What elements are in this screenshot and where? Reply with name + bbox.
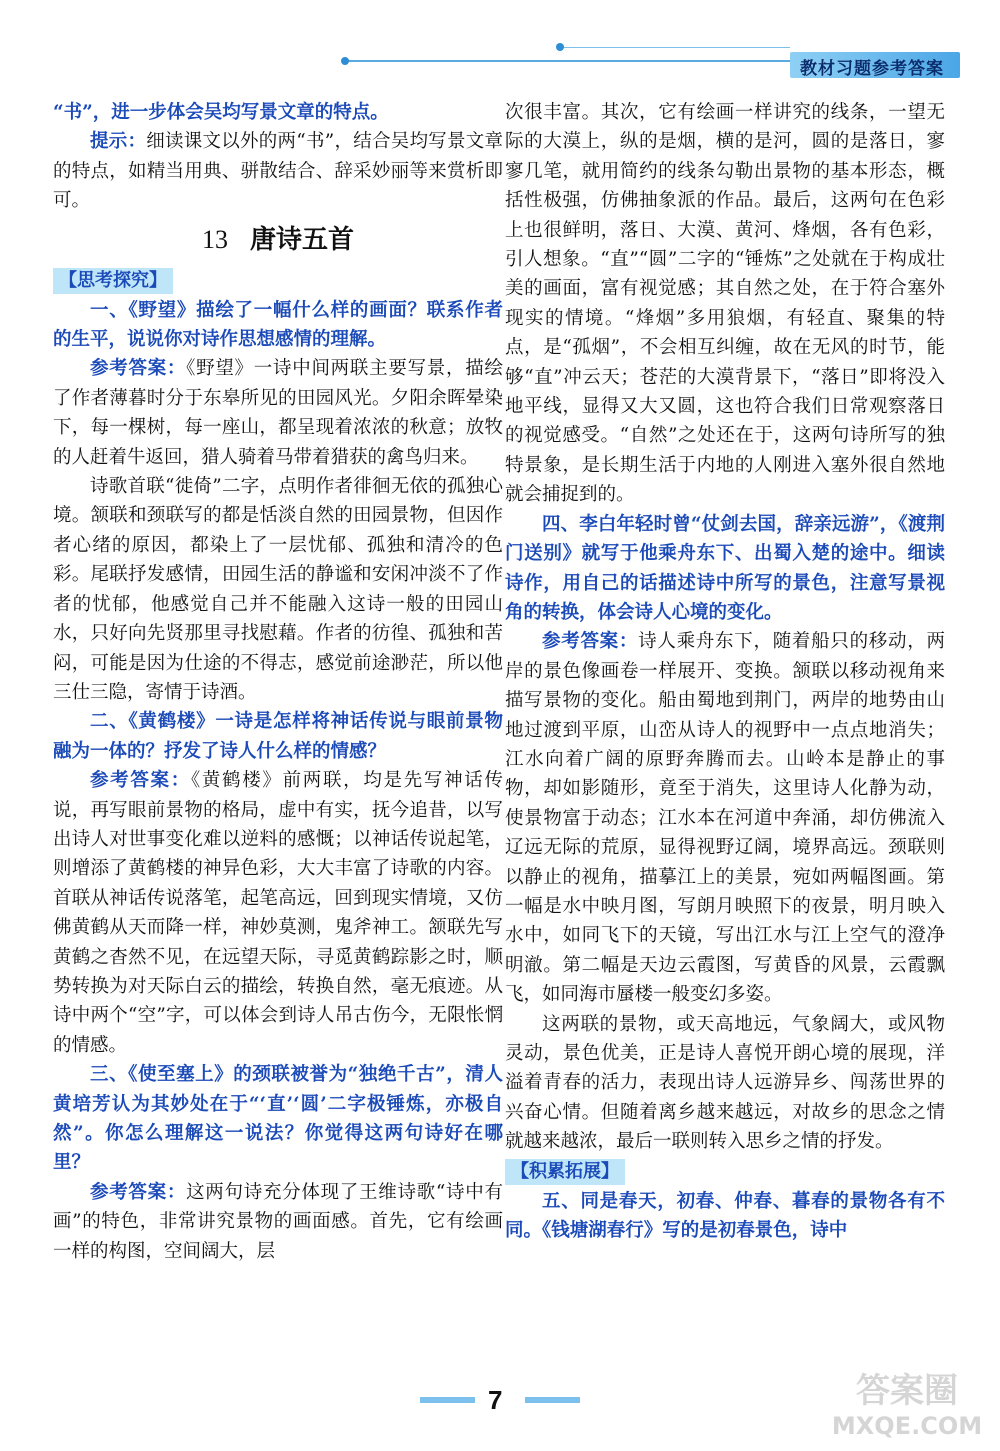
answer-label: 参考答案： [90, 770, 191, 792]
page-number: 7 [488, 1385, 503, 1415]
question: 二、《黄鹤楼》一诗是怎样将神话传说与眼前景物融为一体的？抒发了诗人什么样的情感？ [53, 711, 503, 762]
answer-paragraph [53, 1178, 503, 1266]
answer-text: 诗人乘舟东下，随着船只的移动，两岸的景色像画卷一样展开、变换。颔联以移动视角来描写景物的变化。船由蜀地到荆门，两岸的地势由山地过渡到平原，山峦从诗人的视野中一点点地消失；江水向着广阔的原野奔腾而去。山岭本是静止的事物，却如影随形，竟至于消失，这里诗人化静为动，使景物富于动态；江水本在河道中奔涌，却仿佛流入辽远无际的荒原，显得视野辽阔，境界高远。颈联则以静止的视角，描摹江上的美景，宛如两幅图画。第一幅是水中映月图，写朗月映照下的夜景，明月映入水中，如同飞下的天镜，写出江水与江上空气的澄净明澈。第二幅是天边云霞图，写黄昏的风景，云霞飘飞，如同海市蜃楼一般变幻多姿。 [505, 631, 945, 1006]
answer-text: 《野望》一诗中间两联主要写景，描绘了作者薄暮时分于东皋所见的田园风光。夕阳余晖晕染下，每一棵树，每一座山，都呈现着浓浓的秋意；放牧的人赶着牛返回，猎人骑着马带着猎获的禽鸟归来。 [53, 358, 503, 468]
watermark-url: MXQE.COM [832, 1412, 982, 1440]
answer-paragraph [505, 627, 945, 1009]
answer-paragraph: 诗歌首联“徙倚”二字，点明作者徘徊无依的孤独心境。颔联和颈联写的都是恬淡自然的田园景物，但因作者心绪的原因，都染上了一层忧郁、孤独和清冷的色彩。尾联抒发感情，田园生活的静谧和安闲冲淡不了作者的忧郁，他感觉自己并不能融入这诗一般的田园山水，只好向先贤那里寻找慰藉。作者的彷徨、孤独和苦闷，可能是因为仕途的不得志，感觉前途渺茫，所以他三仕三隐，寄情于诗酒。 [53, 476, 503, 703]
footer-decoration [420, 1397, 475, 1403]
answer-label: 参考答案： [90, 358, 187, 380]
answer-text: 这两句诗充分体现了王维诗歌“诗中有画”的特色，非常讲究景物的画面感。首先，它有绘画一样的构图，空间阔大，层 [53, 1181, 503, 1262]
answer-paragraph: 这两联的景物，或天高地远，气象阔大，或风物灵动，景色优美，正是诗人喜悦开朗心境的展现，洋溢着青春的活力，表现出诗人远游异乡、闯荡世界的兴奋心情。但随着离乡越来越远，对故乡的思念之情就越来越浓，最后一联则转入思乡之情的抒发。 [505, 1013, 945, 1153]
header-title: 教材习题参考答案 [800, 59, 944, 79]
question: 一、《野望》描绘了一幅什么样的画面？联系作者的生平，说说你对诗作思想感情的理解。 [53, 299, 503, 351]
watermark-logo [832, 1362, 982, 1442]
section-tag: 【思考探究】 [53, 268, 173, 294]
hint-paragraph [53, 127, 503, 215]
answer-paragraph [53, 354, 503, 472]
answer-paragraph: 次很丰富。其次，它有绘画一样讲究的线条，一望无际的大漠上，纵的是烟，横的是河，圆的是落日，寥寥几笔，就用简约的线条勾勒出景物的基本形态，概括性极强，仿佛抽象派的作品。最后，这两句在色彩上也很鲜明，落日、大漠、黄河、烽烟，各有色彩，引人想象。“直”“圆”二字的“锤炼”之处就在于构成壮美的画面，富有视觉感；其自然之处，在于符合塞外现实的情境。“烽烟”多用狼烟，有轻直、聚集的特点，是“孤烟”，不会相互纠缠，故在无风的时节，能够“直”冲云天；苍茫的大漠背景下，“落日”即将没入地平线，显得又大又圆，这也符合我们日常观察落日的视觉感受。“自然”之处还在于，这两句诗所写的独特景象，是长期生活于内地的人刚进入塞外很自然地就会捕捉到的。 [505, 102, 945, 506]
header-dot [341, 57, 349, 65]
answer-label: 参考答案： [542, 631, 639, 653]
hint-text: 细读课文以外的两“书”，结合吴均写景文章的特点，如精当用典、骈散结合、辞采妙丽等来赏析即可。 [53, 131, 503, 212]
answer-label: 参考答案： [90, 1181, 187, 1203]
left-column [53, 98, 503, 1266]
watermark-text: 答案圈 [856, 1371, 958, 1411]
paragraph [53, 98, 503, 127]
answer-text: 《黄鹤楼》前两联，均是先写神话传说，再写眼前景物的格局，虚中有实，抚今追昔，以写出诗人对世事变化难以逆料的感慨；以神话传说起笔，则增添了黄鹤楼的神异色彩，大大丰富了诗歌的内容。首联从神话传说落笔，起笔高远，回到现实情境，又仿佛黄鹤从天而降一样，神妙莫测，鬼斧神工。颔联先写黄鹤之杳然不见，在远望天际，寻觅黄鹤踪影之时，顺势转换为对天际白云的描绘，转换自然，毫无痕迹。从诗中两个“空”字，可以体会到诗人吊古伤今，无限怅惘的情感。 [53, 770, 503, 1056]
section-heading: 唐诗五首 [249, 224, 354, 255]
section-title [53, 218, 503, 262]
footer-decoration [525, 1397, 580, 1403]
question: 四、李白年轻时曾“仗剑去国，辞亲远游”，《渡荆门送别》就写于他乘舟东下、出蜀入楚的途中。细读诗作，用自己的话描述诗中所写的景色，注意写景视角的转换，体会诗人心境的变化。 [505, 513, 945, 623]
header-rule-top [560, 47, 790, 48]
header-dot [556, 43, 564, 51]
question: 三、《使至塞上》的颈联被誉为“独绝千古”，清人黄培芳认为其妙处在于“‘直’‘圆’二字极锤炼，亦极自然”。你怎么理解这一说法？你觉得这两句诗好在哪里？ [53, 1064, 503, 1174]
hint-label: 提示： [90, 131, 147, 153]
section-tag: 【积累拓展】 [505, 1159, 625, 1185]
section-number: 13 [201, 224, 228, 254]
answer-paragraph [53, 766, 503, 1060]
question: 五、同是春天，初春、仲春、暮春的景物各有不同。《钱塘湖春行》写的是初春景色，诗中 [505, 1190, 945, 1242]
question-text: “书”，进一步体会吴均写景文章的特点。 [53, 102, 389, 123]
right-column [505, 98, 945, 1245]
